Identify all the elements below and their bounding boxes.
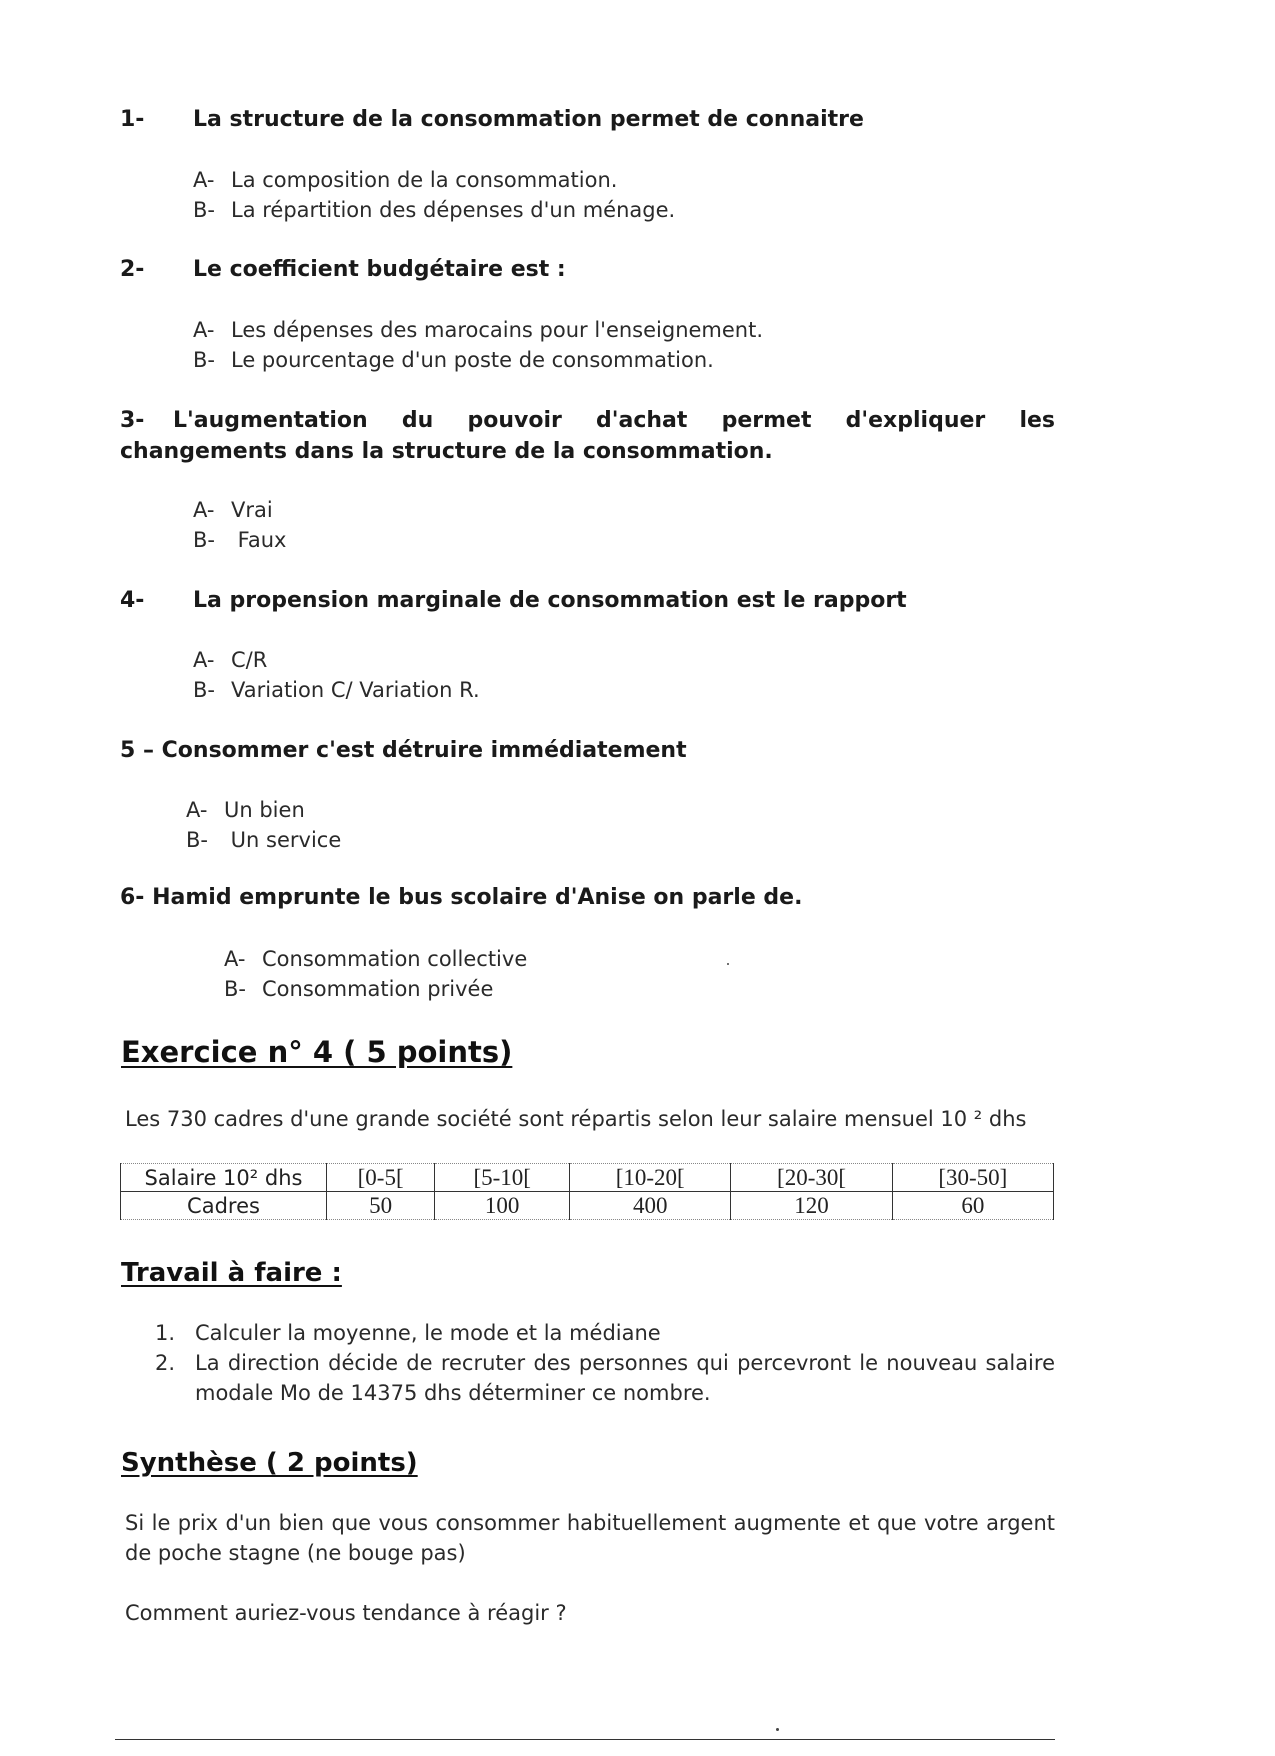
table-row bbox=[121, 1192, 1054, 1220]
work-title: Travail à faire : bbox=[121, 1258, 342, 1288]
scan-speck bbox=[776, 1728, 779, 1731]
option-a: A- C/R bbox=[193, 648, 268, 672]
count-cell: 50 bbox=[327, 1192, 435, 1220]
question-number: 3- bbox=[120, 408, 145, 433]
question-text: L'augmentation du pouvoir d'achat permet d'expliquer les changements dans la structure de la consommation. bbox=[120, 408, 1055, 464]
question-5-options bbox=[186, 795, 341, 855]
salary-table bbox=[120, 1163, 1054, 1220]
class-cell: [5-10[ bbox=[435, 1164, 570, 1192]
scan-speck bbox=[727, 963, 729, 965]
class-cell: [30-50] bbox=[892, 1164, 1053, 1192]
option-b: B- Faux bbox=[193, 528, 287, 552]
question-text: La structure de la consommation permet de connaitre bbox=[193, 107, 864, 132]
class-cell: [20-30[ bbox=[731, 1164, 892, 1192]
question-3 bbox=[120, 405, 1055, 467]
exercise-title: Exercice n° 4 ( 5 points) bbox=[121, 1035, 513, 1069]
row-header-salary: Salaire 10² dhs bbox=[121, 1164, 327, 1192]
option-b: B- La répartition des dépenses d'un ménage. bbox=[193, 198, 676, 222]
row-header-cadres: Cadres bbox=[121, 1192, 327, 1220]
question-number: 5 – bbox=[120, 738, 154, 763]
option-b: B- Variation C/ Variation R. bbox=[193, 678, 480, 702]
exercise-intro: Les 730 cadres d'une grande société sont répartis selon leur salaire mensuel 10 ² dhs bbox=[125, 1107, 1027, 1131]
option-b: B- Le pourcentage d'un poste de consommation. bbox=[193, 348, 714, 372]
count-cell: 120 bbox=[731, 1192, 892, 1220]
synthesis-title: Synthèse ( 2 points) bbox=[121, 1448, 418, 1478]
footer-rule bbox=[115, 1739, 1055, 1740]
count-cell: 400 bbox=[570, 1192, 731, 1220]
synthesis-question: Comment auriez-vous tendance à réagir ? bbox=[125, 1601, 567, 1625]
list-item: 1. Calculer la moyenne, le mode et la médiane bbox=[155, 1321, 661, 1345]
count-cell: 60 bbox=[892, 1192, 1053, 1220]
question-number: 6- bbox=[120, 885, 145, 910]
question-1-options bbox=[193, 165, 675, 225]
table-row bbox=[121, 1164, 1054, 1192]
option-a: A- Vrai bbox=[193, 498, 273, 522]
question-6 bbox=[120, 882, 1055, 913]
question-text: La propension marginale de consommation est le rapport bbox=[193, 588, 907, 613]
question-text: Consommer c'est détruire immédiatement bbox=[161, 738, 687, 763]
option-b: B- Consommation privée bbox=[224, 977, 494, 1001]
question-number: 4- bbox=[120, 588, 145, 613]
question-2-options bbox=[193, 315, 763, 375]
class-cell: [10-20[ bbox=[570, 1164, 731, 1192]
question-4 bbox=[120, 585, 1055, 616]
question-4-options bbox=[193, 645, 480, 705]
option-a: A- Consommation collective bbox=[224, 947, 528, 971]
synthesis-paragraph: Si le prix d'un bien que vous consommer habituellement augmente et que votre argent de poche stagne (ne bouge pas) bbox=[125, 1511, 1055, 1565]
question-1 bbox=[120, 104, 1055, 135]
question-text: Le coefficient budgétaire est : bbox=[193, 257, 566, 282]
count-cell: 100 bbox=[435, 1192, 570, 1220]
question-2 bbox=[120, 254, 1055, 285]
question-3-options bbox=[193, 495, 286, 555]
question-6-options bbox=[224, 944, 527, 1004]
question-5 bbox=[120, 735, 1055, 766]
question-number: 1- bbox=[120, 107, 145, 132]
option-a: A- Les dépenses des marocains pour l'enseignement. bbox=[193, 318, 764, 342]
question-text: Hamid emprunte le bus scolaire d'Anise on parle de. bbox=[152, 885, 803, 910]
class-cell: [0-5[ bbox=[327, 1164, 435, 1192]
option-a: A- La composition de la consommation. bbox=[193, 168, 618, 192]
question-number: 2- bbox=[120, 257, 145, 282]
option-b: B- Un service bbox=[186, 828, 342, 852]
option-a: A- Un bien bbox=[186, 798, 305, 822]
list-item: 2. La direction décide de recruter des personnes qui percevront le nouveau salaire modale Mo de 14375 dhs déterminer ce nombre. bbox=[155, 1351, 1055, 1405]
work-list bbox=[155, 1318, 1055, 1408]
